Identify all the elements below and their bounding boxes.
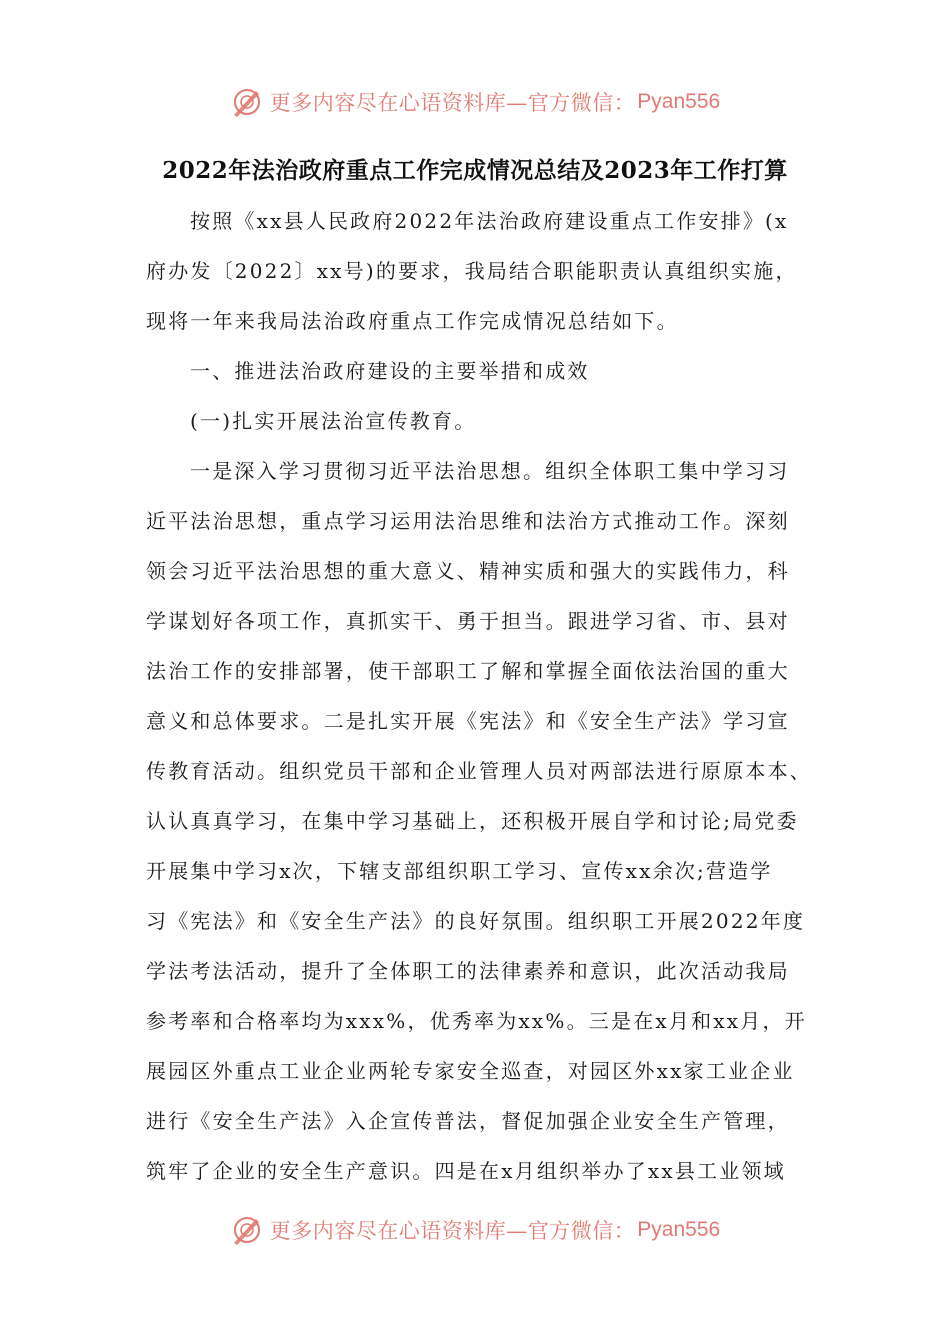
- paragraph-line: 进行《安全生产法》入企宣传普法，督促加强企业安全生产管理，: [146, 1109, 790, 1133]
- pen-seal-icon: [230, 1213, 264, 1247]
- watermark-wechat-id: Pyan556: [637, 1218, 721, 1241]
- section-heading: 一、推进法治政府建设的主要举措和成效: [190, 359, 590, 383]
- paragraph-line: 传教育活动。组织党员干部和企业管理人员对两部法进行原原本本、: [146, 759, 812, 783]
- paragraph-line: 认认真真学习，在集中学习基础上，还积极开展自学和讨论;局党委: [146, 809, 799, 833]
- paragraph-line: 一是深入学习贯彻习近平法治思想。组织全体职工集中学习习: [190, 459, 790, 483]
- paragraph-line: 学法考法活动，提升了全体职工的法律素养和意识，此次活动我局: [146, 959, 790, 983]
- paragraph-line: 筑牢了企业的安全生产意识。四是在x月组织举办了xx县工业领域: [146, 1159, 786, 1183]
- subsection-heading: (一)扎实开展法治宣传教育。: [190, 409, 477, 433]
- paragraph-line: 现将一年来我局法治政府重点工作完成情况总结如下。: [146, 309, 679, 333]
- paragraph-line: 参考率和合格率均为xxx%，优秀率为xx%。三是在x月和xx月，开: [146, 1009, 807, 1033]
- document-body: [146, 196, 812, 1196]
- paragraph-line: 习《宪法》和《安全生产法》的良好氛围。组织职工开展2022年度: [146, 909, 806, 933]
- watermark-text: 更多内容尽在心语资料库—官方微信：: [269, 91, 636, 115]
- paragraph-line: 按照《xx县人民政府2022年法治政府建设重点工作安排》(x: [190, 209, 789, 233]
- paragraph-line: 学谋划好各项工作，真抓实干、勇于担当。跟进学习省、市、县对: [146, 609, 790, 633]
- paragraph-line: 意义和总体要求。二是扎实开展《宪法》和《安全生产法》学习宣: [146, 709, 790, 733]
- paragraph-line: 法治工作的安排部署，使干部职工了解和掌握全面依法治国的重大: [146, 659, 790, 683]
- watermark-wechat-id: Pyan556: [637, 90, 721, 113]
- document-title: 2022年法治政府重点工作完成情况总结及2023年工作打算: [162, 157, 788, 184]
- paragraph-line: 领会习近平法治思想的重大意义、精神实质和强大的实践伟力，科: [146, 559, 790, 583]
- paragraph-line: 府办发〔2022〕xx号)的要求，我局结合职能职责认真组织实施，: [146, 259, 798, 283]
- footer-watermark: [0, 1208, 950, 1252]
- pen-seal-icon: [230, 85, 264, 119]
- watermark-text: 更多内容尽在心语资料库—官方微信：: [269, 1219, 636, 1243]
- paragraph-line: 开展集中学习x次，下辖支部组织职工学习、宣传xx余次;营造学: [146, 859, 773, 883]
- header-watermark: [0, 80, 950, 124]
- paragraph-line: 近平法治思想，重点学习运用法治思维和法治方式推动工作。深刻: [146, 509, 790, 533]
- paragraph-line: 展园区外重点工业企业两轮专家安全巡查，对园区外xx家工业企业: [146, 1059, 795, 1083]
